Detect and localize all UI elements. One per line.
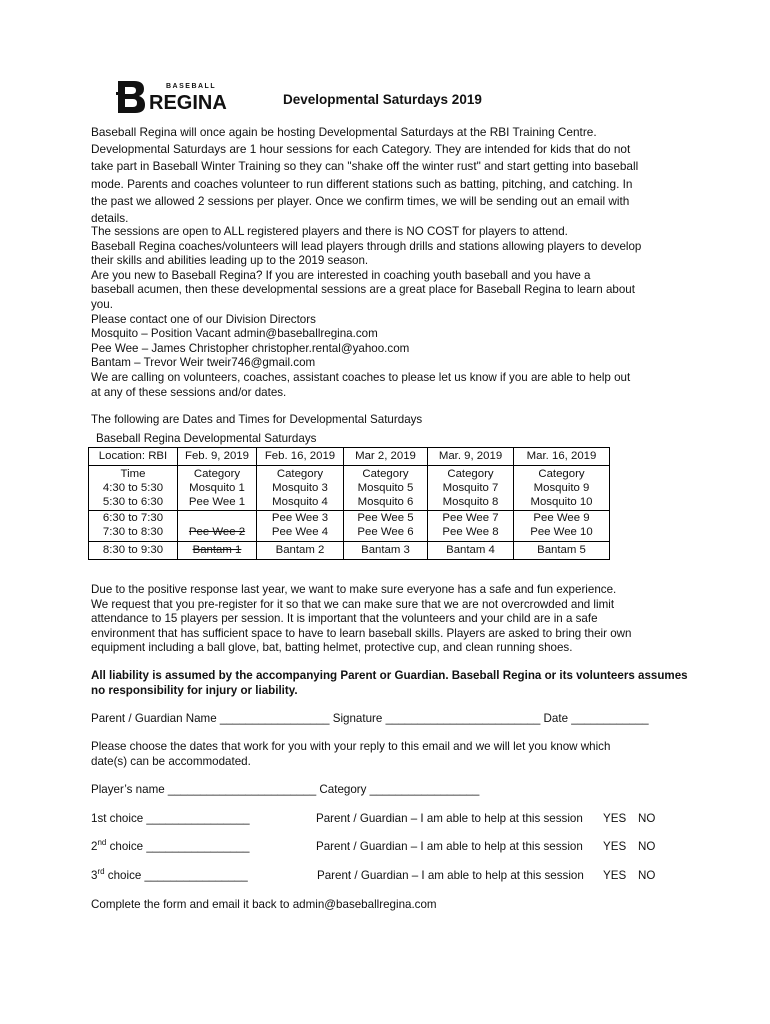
dates-intro: The following are Dates and Times for Developmental Saturdays [91, 413, 423, 426]
header-date: Mar. 9, 2019 [428, 448, 514, 466]
response-paragraph [91, 583, 631, 656]
session-value: Bantam 2 [257, 542, 344, 560]
choose-dates-paragraph [91, 740, 610, 769]
cancelled-session: Bantam 1 [178, 542, 257, 560]
logo-large-text: REGINA [149, 92, 227, 114]
yes-option[interactable]: YES [603, 869, 627, 882]
header-location: Location: RBI [89, 448, 178, 466]
time-cell [89, 510, 178, 541]
table-row [89, 510, 610, 541]
second-choice-field[interactable] [91, 840, 249, 855]
help-question: Parent / Guardian – I am able to help at this session [317, 869, 584, 882]
session-value: Pee Wee 6 [357, 525, 414, 538]
info-line: you. [91, 297, 113, 311]
session-cell [344, 466, 428, 511]
category-label: Category [538, 468, 585, 480]
info-line: Please contact one of our Division Directors [91, 312, 316, 326]
category-label: Category [362, 468, 409, 480]
session-value: Pee Wee 4 [271, 525, 329, 538]
guardian-signature-line[interactable]: Parent / Guardian Name _________________ Signature ________________________ Date ____________ [91, 712, 649, 725]
time-value: 6:30 to 7:30 [102, 511, 164, 524]
logo-small-text: BASEBALL [166, 83, 217, 90]
intro-paragraph [91, 124, 638, 227]
no-option[interactable]: NO [638, 869, 656, 882]
session-value: Pee Wee 8 [442, 525, 499, 538]
first-choice-field[interactable]: 1st choice ________________ [91, 812, 250, 825]
intro-line: Developmental Saturdays are 1 hour sessions for each Category. They are intended for kids that do not [91, 142, 631, 157]
choice-text: choice ________________ [104, 869, 248, 882]
table-row [89, 542, 610, 560]
session-cell [344, 510, 428, 541]
table-row [89, 466, 610, 511]
page-title: Developmental Saturdays 2019 [283, 92, 482, 107]
session-value: Pee Wee 10 [530, 525, 593, 538]
session-cell [514, 510, 610, 541]
session-cell [257, 466, 344, 511]
session-value: Pee Wee 5 [357, 511, 414, 524]
session-cell [257, 510, 344, 541]
intro-line: the past we allowed 2 sessions per player. Once we confirm times, we will be sending out an email with [91, 193, 630, 208]
no-option[interactable]: NO [638, 812, 656, 825]
intro-line: details. [91, 211, 129, 226]
info-line: Baseball Regina coaches/volunteers will lead players through drills and stations allowing players to develop [91, 239, 642, 253]
session-value: Mosquito 8 [442, 496, 499, 509]
liability-line: All liability is assumed by the accompanying Parent or Guardian. Baseball Regina or its volunteers assumes [91, 669, 688, 682]
session-value: Bantam 4 [428, 542, 514, 560]
info-line: Mosquito – Position Vacant admin@baseballregina.com [91, 327, 378, 341]
time-cell [89, 466, 178, 511]
session-cell [514, 466, 610, 511]
choice-text: choice ________________ [106, 840, 250, 853]
session-cell [428, 510, 514, 541]
session-value: Pee Wee 7 [442, 511, 499, 524]
info-line: baseball acumen, then these developmental sessions are a great place for Baseball Regina to learn about [91, 283, 635, 297]
info-line: The sessions are open to ALL registered players and there is NO COST for players to attend. [91, 225, 568, 238]
info-line: Pee Wee – James Christopher christopher.rental@yahoo.com [91, 341, 410, 355]
yes-option[interactable]: YES [603, 812, 627, 825]
info-line: their skills and abilities leading up to the 2019 season. [91, 254, 369, 268]
info-line: We are calling on volunteers, coaches, assistant coaches to please let us know if you are able to help out [91, 370, 631, 384]
table-caption: Baseball Regina Developmental Saturdays [96, 432, 317, 445]
response-line: environment that has sufficient space to have to learn baseball skills. Players are asked to bring their own [91, 626, 632, 640]
category-label: Category [447, 468, 494, 480]
liability-notice [91, 669, 688, 698]
session-value: Pee Wee 3 [271, 511, 329, 524]
session-value: Mosquito 4 [272, 496, 328, 509]
session-value: Mosquito 6 [357, 496, 414, 509]
session-value: Mosquito 10 [530, 496, 593, 509]
session-cell [428, 466, 514, 511]
choice-number: 2 [91, 840, 98, 853]
schedule-table [88, 447, 610, 560]
choose-line: Please choose the dates that work for you with your reply to this email and we will let you know which [91, 740, 611, 753]
table-header-row [89, 448, 610, 466]
category-label: Category [276, 468, 324, 480]
cancelled-session: Pee Wee 2 [188, 525, 246, 538]
help-question: Parent / Guardian – I am able to help at this session [316, 840, 583, 853]
closing-instruction: Complete the form and email it back to admin@baseballregina.com [91, 898, 437, 911]
header-date: Mar. 16, 2019 [514, 448, 610, 466]
info-line: at any of these sessions and/or dates. [91, 385, 287, 399]
session-value: Bantam 5 [514, 542, 610, 560]
ordinal-suffix: nd [97, 838, 107, 848]
response-line: attendance to 15 players per session. It is important that the volunteers and your child are in a safe [91, 612, 598, 626]
response-line: equipment including a ball glove, bat, batting helmet, protective cup, and clean running shoes. [91, 641, 573, 655]
session-value: Mosquito 5 [357, 482, 414, 495]
intro-line: Baseball Regina will once again be hosting Developmental Saturdays at the RBI Training Centre. [91, 125, 597, 139]
yes-option[interactable]: YES [603, 840, 627, 853]
header-date: Feb. 9, 2019 [178, 448, 257, 466]
liability-line: no responsibility for injury or liability. [91, 683, 298, 697]
session-value: Mosquito 7 [442, 482, 499, 495]
session-value: Mosquito 3 [272, 482, 328, 495]
session-value: Mosquito 1 [189, 482, 245, 495]
time-value: 7:30 to 8:30 [102, 525, 164, 538]
session-cell [178, 510, 257, 541]
intro-line: mode. Parents and coaches volunteer to run different stations such as batting, pitching, and catching. In [91, 176, 633, 191]
intro-line: take part in Baseball Winter Training so they can "shake off the winter rust" and start getting into baseball [91, 159, 639, 174]
ordinal-suffix: rd [97, 867, 105, 877]
player-name-line[interactable]: Player’s name _______________________ Category _________________ [91, 783, 480, 796]
baseball-regina-logo [116, 78, 236, 116]
help-question: Parent / Guardian – I am able to help at this session [316, 812, 583, 825]
session-value: Pee Wee 9 [533, 511, 590, 524]
choose-line: date(s) can be accommodated. [91, 754, 251, 768]
info-line: Are you new to Baseball Regina? If you are interested in coaching youth baseball and you have a [91, 268, 591, 282]
choice-number: 3 [91, 869, 98, 882]
session-value: Mosquito 9 [533, 482, 590, 495]
header-date: Mar 2, 2019 [344, 448, 428, 466]
info-paragraph [91, 225, 641, 400]
time-value: 4:30 to 5:30 [102, 482, 164, 495]
response-line: Due to the positive response last year, we want to make sure everyone has a safe and fun experience. [91, 583, 617, 596]
no-option[interactable]: NO [638, 840, 656, 853]
time-value: 5:30 to 6:30 [102, 496, 164, 509]
time-value: 8:30 to 9:30 [89, 542, 178, 560]
session-cell [178, 466, 257, 511]
response-line: We request that you pre-register for it so that we can make sure that we are not overcrowded and limit [91, 597, 615, 611]
info-line: Bantam – Trevor Weir tweir746@gmail.com [91, 356, 316, 370]
time-label: Time [120, 468, 146, 480]
third-choice-field[interactable] [91, 869, 248, 884]
session-value: Bantam 3 [344, 542, 428, 560]
category-label: Category [193, 468, 241, 480]
session-value: Pee Wee 1 [188, 496, 246, 509]
header-date: Feb. 16, 2019 [257, 448, 344, 466]
